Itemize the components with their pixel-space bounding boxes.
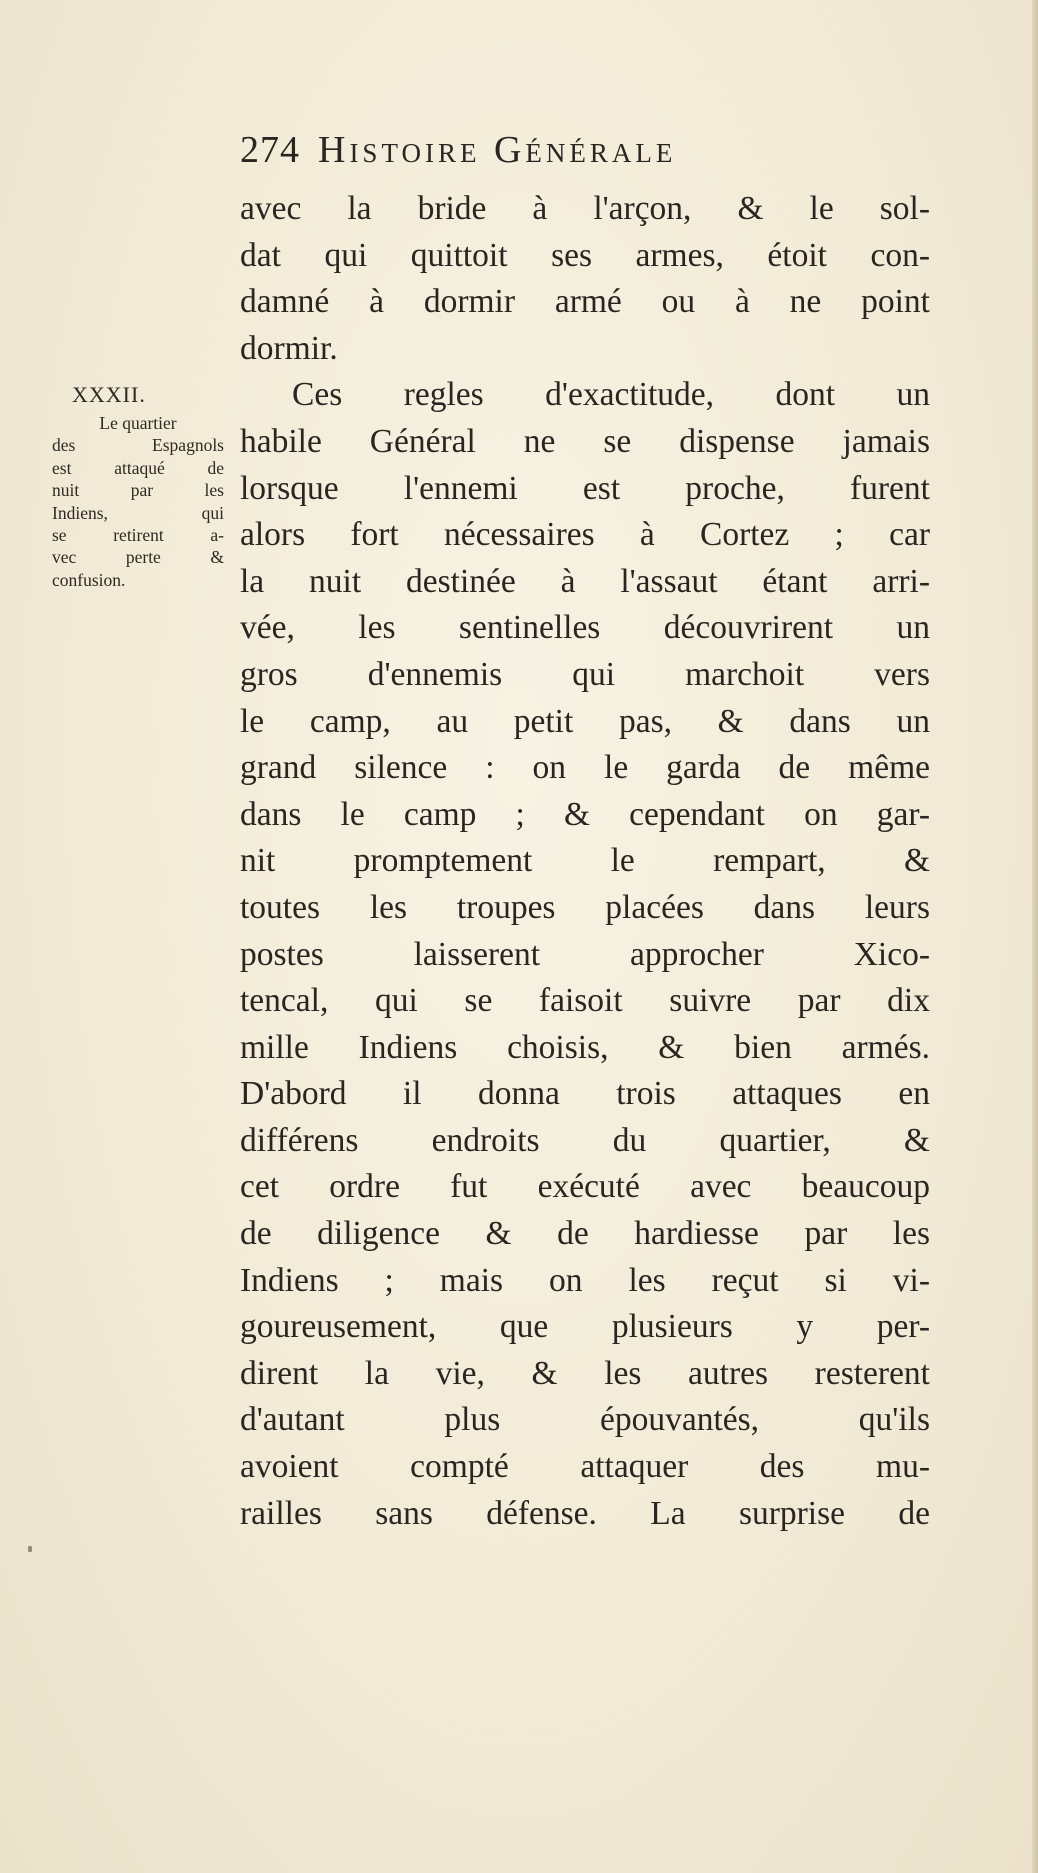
margin-note-line: confusion.: [52, 569, 126, 590]
paragraph-start: Ces regles d'exactitude, dont un: [292, 376, 930, 414]
text-line: la nuit destinée à l'assaut étant arri-: [240, 562, 930, 600]
text-line: habile Général ne se dispense jamais: [240, 422, 930, 460]
text-line: lorsque l'ennemi est proche, furent: [240, 469, 930, 507]
text-line: grand silence : on le garda de même: [240, 749, 930, 787]
text-line: dirent la vie, & les autres resterent: [240, 1354, 930, 1392]
text-line: gros d'ennemis qui marchoit vers: [240, 655, 930, 693]
margin-note-line: nuit par les: [52, 480, 224, 501]
text-line: toutes les troupes placées dans leurs: [240, 888, 930, 926]
text-line: D'abord il donna trois attaques en: [240, 1075, 930, 1113]
text-line: d'autant plus épouvantés, qu'ils: [240, 1401, 930, 1439]
body-text: [240, 186, 930, 1537]
text-line: railles sans défense. La surprise de: [240, 1494, 930, 1532]
page-header: [240, 128, 676, 178]
margin-note-line: Indiens, qui: [52, 502, 224, 523]
text-line: différens endroits du quartier, &: [240, 1121, 930, 1159]
text-line: Indiens ; mais on les reçut si vi-: [240, 1261, 930, 1299]
text-line: goureusement, que plusieurs y per-: [240, 1308, 930, 1346]
text-line: alors fort nécessaires à Cortez ; car: [240, 516, 930, 554]
margin-section-number: XXXII.: [72, 382, 146, 407]
text-line: postes laisserent approcher Xico-: [240, 935, 930, 973]
margin-note-line: vec perte &: [52, 547, 224, 568]
margin-note-line: Le quartier: [99, 413, 177, 433]
text-line: de diligence & de hardiesse par les: [240, 1215, 930, 1253]
text-line: dormir.: [240, 329, 338, 367]
page-number: 274: [240, 129, 300, 171]
text-line: dat qui quittoit ses armes, étoit con-: [240, 236, 930, 274]
text-line: avec la bride à l'arçon, & le sol-: [240, 190, 930, 227]
text-line: cet ordre fut exécuté avec beaucoup: [240, 1168, 930, 1206]
margin-note: [52, 412, 224, 591]
text-line: vée, les sentinelles découvrirent un: [240, 609, 930, 647]
text-line: nit promptement le rempart, &: [240, 842, 930, 880]
ink-speck: [28, 1546, 32, 1552]
text-line: le camp, au petit pas, & dans un: [240, 702, 930, 740]
page-edge: [1032, 0, 1038, 1873]
text-line: dans le camp ; & cependant on gar-: [240, 795, 930, 833]
margin-note-line: se retirent a-: [52, 525, 224, 546]
margin-note-line: des Espagnols: [52, 435, 224, 456]
running-title: Histoire Générale: [318, 129, 677, 171]
text-line: avoient compté attaquer des mu-: [240, 1448, 930, 1486]
text-line: tencal, qui se faisoit suivre par dix: [240, 982, 930, 1020]
text-line: damné à dormir armé ou à ne point: [240, 283, 930, 321]
margin-note-line: est attaqué de: [52, 457, 224, 478]
text-line: mille Indiens choisis, & bien armés.: [240, 1028, 930, 1066]
